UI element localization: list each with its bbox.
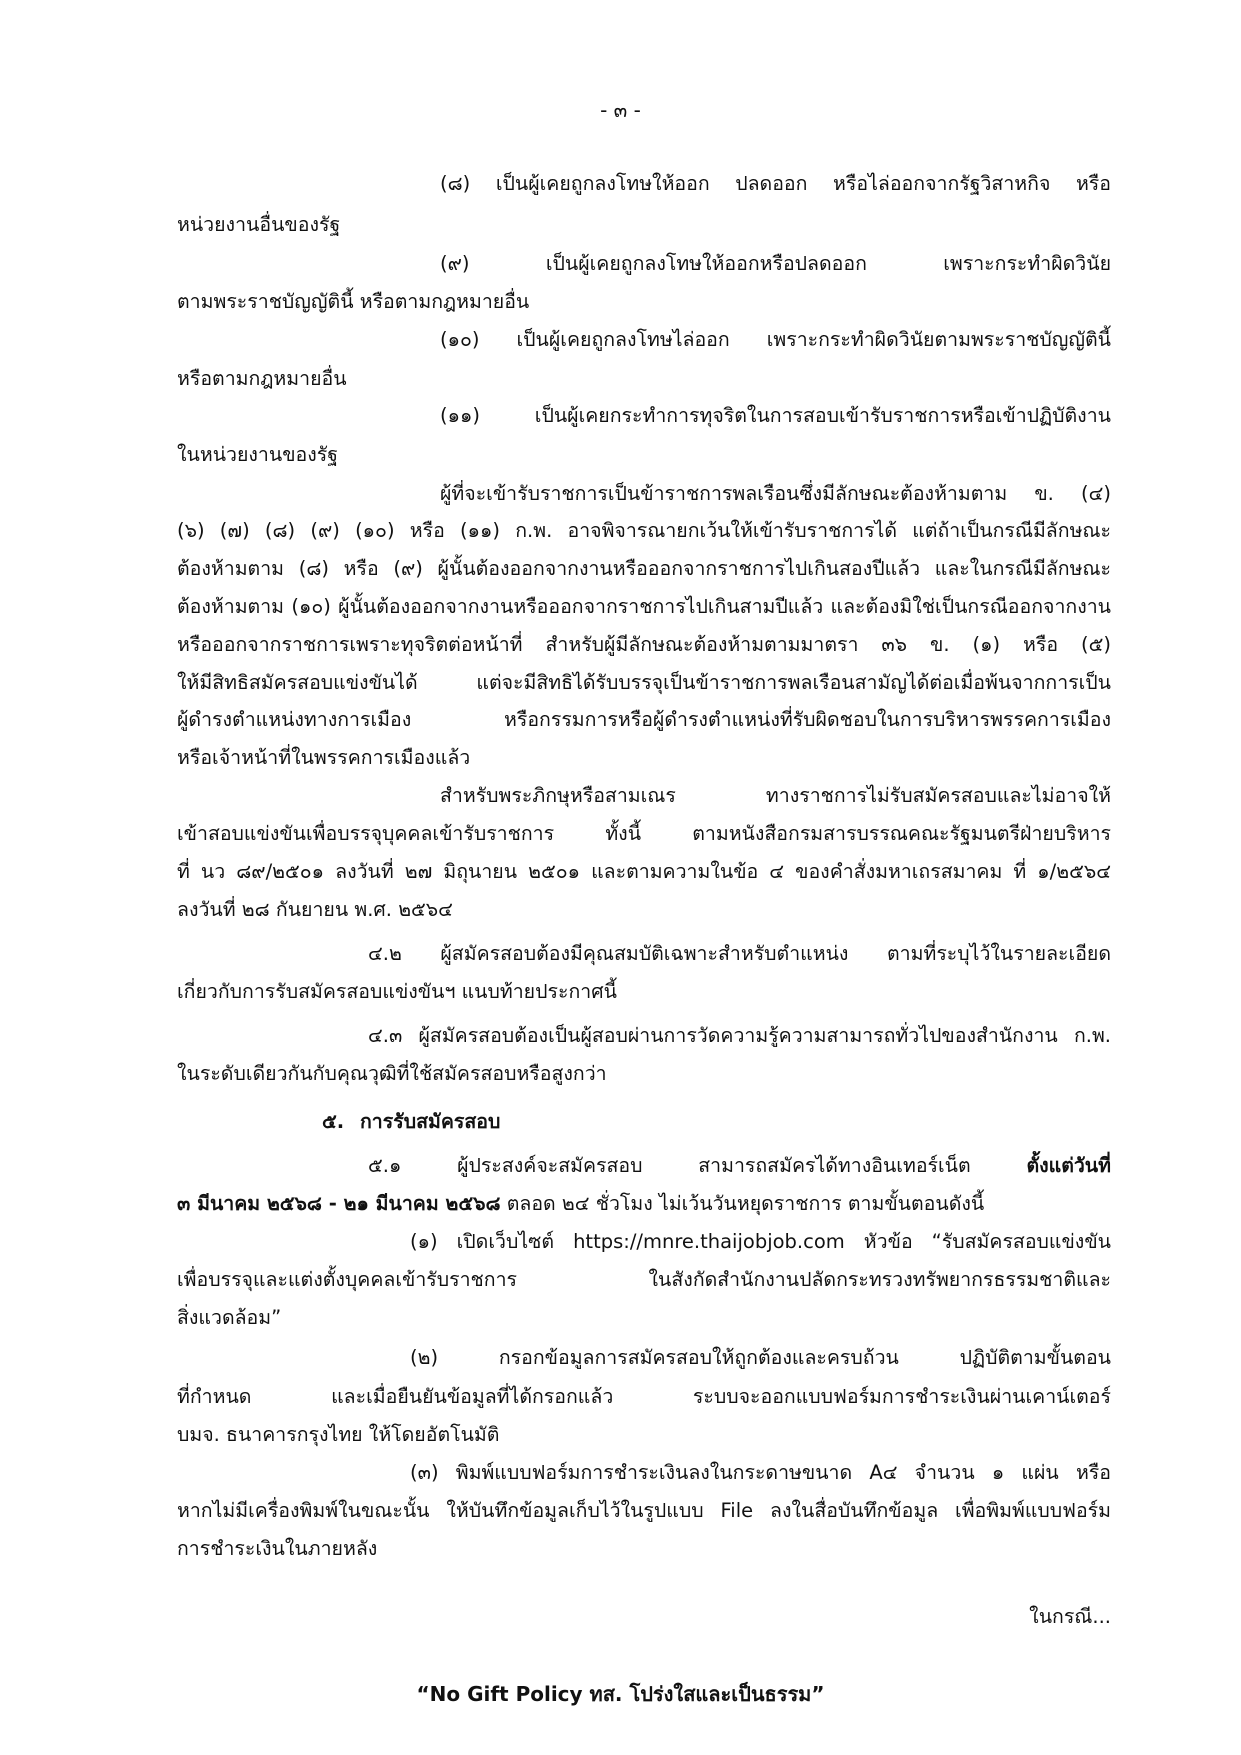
exemption-line: ต้องห้ามตาม (๘) หรือ (๙) ผู้นั้นต้องออกจากงานหรือออกจากราชการไปเกินสองปีแล้ว และในกรณีมีลักษณะ (177, 557, 1111, 580)
exemption-line: ผู้ดำรงตำแหน่งทางการเมือง หรือกรรมการหรือผู้ดำรงตำแหน่งที่รับผิดชอบในการบริหารพรรคการเมือง (177, 708, 1111, 731)
item-8-line2: หน่วยงานอื่นของรัฐ (177, 213, 341, 236)
qualification-line: ในระดับเดียวกันกับคุณวุฒิที่ใช้สมัครสอบหรือสูงกว่า (177, 1062, 607, 1085)
step-line: เพื่อบรรจุและแต่งตั้งบุคคลเข้ารับราชการ ในสังกัดสำนักงานปลัดกระทรวงทรัพยากรธรรมชาติและ (177, 1268, 1111, 1291)
section-number: ๕. (322, 1110, 345, 1133)
step-line: (๑) เปิดเว็บไซต์ https://mnre.thaijobjob.com หัวข้อ “รับสมัครสอบแข่งขัน (410, 1230, 1111, 1253)
monks-line: เข้าสอบแข่งขันเพื่อบรรจุบุคคลเข้ารับราชการ ทั้งนี้ ตามหนังสือกรมสารบรรณคณะรัฐมนตรีฝ่ายบริหาร (177, 822, 1111, 845)
step-line: บมจ. ธนาคารกรุงไทย ให้โดยอัตโนมัติ (177, 1423, 500, 1446)
monks-line: สำหรับพระภิกษุหรือสามเณร ทางราชการไม่รับสมัครสอบและไม่อาจให้ (440, 784, 1111, 807)
exemption-line: (๖) (๗) (๘) (๙) (๑๐) หรือ (๑๑) ก.พ. อาจพิจารณายกเว้นให้เข้ารับราชการได้ แต่ถ้าเป็นกรณีมีลักษณะ (177, 519, 1111, 542)
item-11-line1: (๑๑) เป็นผู้เคยกระทำการทุจริตในการสอบเข้ารับราชการหรือเข้าปฏิบัติงาน (440, 404, 1111, 427)
registration-date-range: ๓ มีนาคม ๒๕๖๘ - ๒๑ มีนาคม ๒๕๖๘ (177, 1192, 501, 1215)
item-8-line1: (๘) เป็นผู้เคยถูกลงโทษให้ออก ปลดออก หรือไล่ออกจากรัฐวิสาหกิจ หรือ (440, 172, 1111, 195)
footer-slogan: “No Gift Policy ทส. โปร่งใสและเป็นธรรม” (416, 1682, 825, 1706)
section-title: การรับสมัครสอบ (360, 1110, 501, 1133)
item-9-line1: (๙) เป็นผู้เคยถูกลงโทษให้ออกหรือปลดออก เพราะกระทำผิดวินัย (440, 252, 1111, 275)
continuation-text: ในกรณี... (1029, 1605, 1111, 1628)
item-9-line2: ตามพระราชบัญญัตินี้ หรือตามกฎหมายอื่น (177, 290, 530, 313)
step-line: ที่กำหนด และเมื่อยืนยันข้อมูลที่ได้กรอกแล้ว ระบบจะออกแบบฟอร์มการชำระเงินผ่านเคาน์เตอร์ (177, 1385, 1111, 1408)
exemption-line: ให้มีสิทธิสมัครสอบแข่งขันได้ แต่จะมีสิทธิได้รับบรรจุเป็นข้าราชการพลเรือนสามัญได้ต่อเมื่อพ้นจากการเป็น (177, 671, 1111, 694)
item-11-line2: ในหน่วยงานของรัฐ (177, 443, 339, 466)
step-line: (๒) กรอกข้อมูลการสมัครสอบให้ถูกต้องและครบถ้วน ปฏิบัติตามขั้นตอน (410, 1346, 1111, 1369)
exemption-line: ต้องห้ามตาม (๑๐) ผู้นั้นต้องออกจากงานหรือออกจากราชการไปเกินสามปีแล้ว และต้องมิใช่เป็นกรณีออกจากงาน (177, 595, 1111, 618)
qualification-line: เกี่ยวกับการรับสมัครสอบแข่งขันฯ แนบท้ายประกาศนี้ (177, 980, 617, 1003)
registration-dates (177, 1190, 984, 1218)
step-line: หากไม่มีเครื่องพิมพ์ในขณะนั้น ให้บันทึกข้อมูลเก็บไว้ในรูปแบบ File ลงในสื่อบันทึกข้อมูล เพื่อพิมพ์แบบฟอร์ม (177, 1499, 1111, 1522)
monks-line: ลงวันที่ ๒๘ กันยายน พ.ศ. ๒๕๖๔ (177, 898, 453, 921)
item-10-line1: (๑๐) เป็นผู้เคยถูกลงโทษไล่ออก เพราะกระทำผิดวินัยตามพระราชบัญญัตินี้ (440, 328, 1111, 351)
step-line: สิ่งแวดล้อม” (177, 1306, 282, 1329)
intro-bold: ตั้งแต่วันที่ (1026, 1154, 1111, 1177)
intro-text: ๕.๑ ผู้ประสงค์จะสมัครสอบ สามารถสมัครได้ทางอินเทอร์เน็ต (368, 1154, 1027, 1177)
registration-intro (368, 1152, 1111, 1180)
qualification-line: ๔.๓ ผู้สมัครสอบต้องเป็นผู้สอบผ่านการวัดความรู้ความสามารถทั่วไปของสำนักงาน ก.พ. (368, 1024, 1111, 1047)
qualification-line: ๔.๒ ผู้สมัครสอบต้องมีคุณสมบัติเฉพาะสำหรับตำแหน่ง ตามที่ระบุไว้ในรายละเอียด (368, 942, 1111, 965)
item-10-line2: หรือตามกฎหมายอื่น (177, 367, 347, 390)
step-line: การชำระเงินในภายหลัง (177, 1537, 378, 1560)
registration-hours: ตลอด ๒๔ ชั่วโมง ไม่เว้นวันหยุดราชการ ตามขั้นตอนดังนี้ (500, 1192, 985, 1215)
exemption-line: ผู้ที่จะเข้ารับราชการเป็นข้าราชการพลเรือนซึ่งมีลักษณะต้องห้ามตาม ข. (๔) (440, 482, 1111, 505)
exemption-line: หรือออกจากราชการเพราะทุจริตต่อหน้าที่ สำหรับผู้มีลักษณะต้องห้ามตามมาตรา ๓๖ ข. (๑) หรือ (๕) (177, 633, 1111, 656)
exemption-line: หรือเจ้าหน้าที่ในพรรคการเมืองแล้ว (177, 746, 471, 769)
page-number: - ๓ - (600, 98, 641, 122)
monks-line: ที่ นว ๘๙/๒๕๐๑ ลงวันที่ ๒๗ มิถุนายน ๒๕๐๑ และตามความในข้อ ๔ ของคำสั่งมหาเถรสมาคม ที่ ๑/๒๕๖๔ (177, 860, 1111, 883)
step-line: (๓) พิมพ์แบบฟอร์มการชำระเงินลงในกระดาษขนาด A๔ จำนวน ๑ แผ่น หรือ (410, 1461, 1111, 1484)
